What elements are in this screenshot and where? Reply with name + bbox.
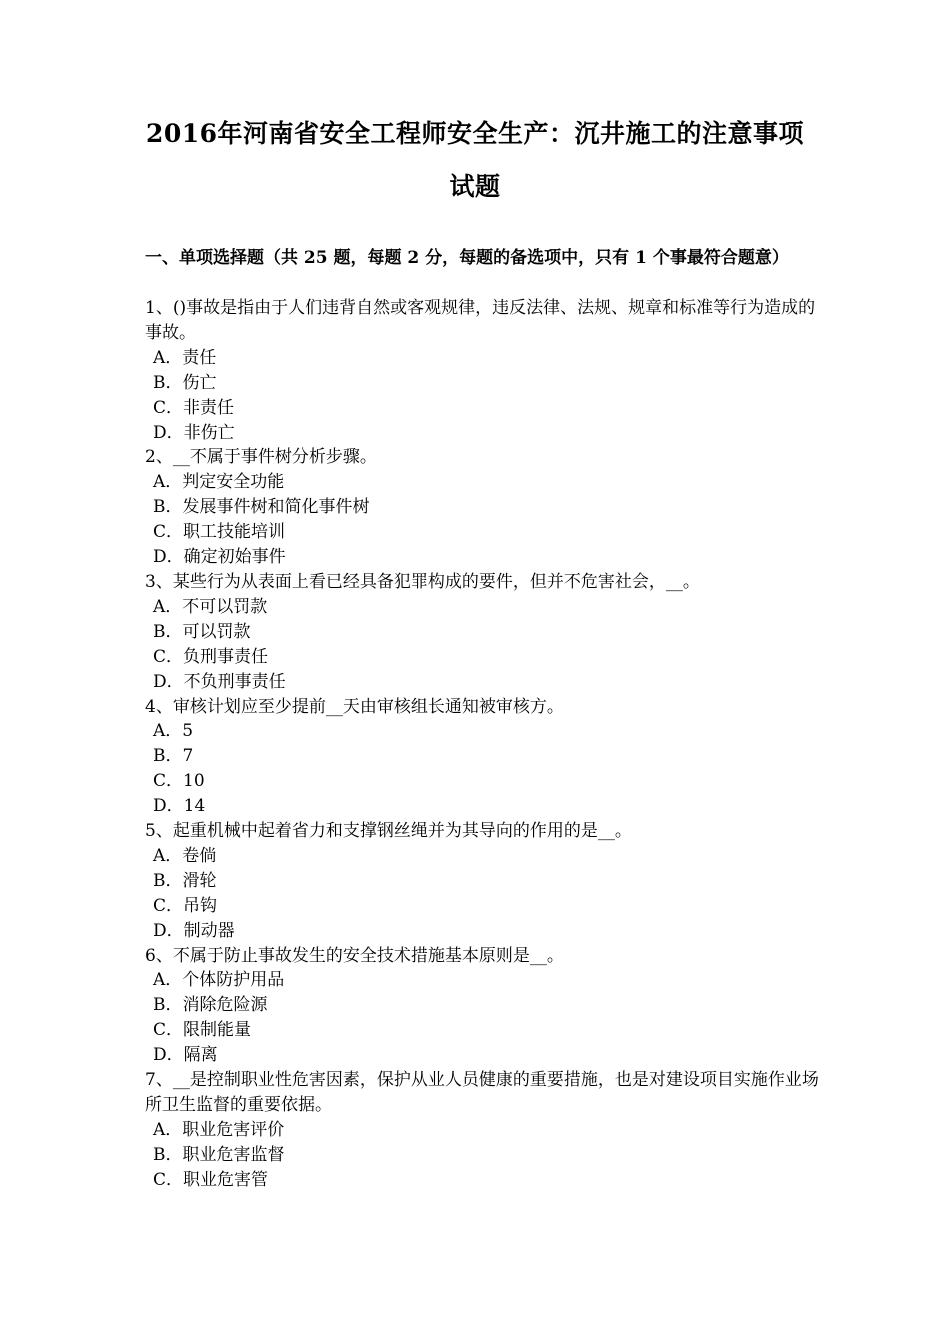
option-a: A．职业危害评价 xyxy=(153,1119,285,1140)
option-a: A．判定安全功能 xyxy=(153,472,285,493)
option-c: C．吊钩 xyxy=(153,895,218,916)
question-text: 2、__不属于事件树分析步骤。 xyxy=(145,447,377,468)
question-6 xyxy=(145,944,825,1069)
option-c: C．职业危害管 xyxy=(153,1169,269,1190)
option-b: B．可以罚款 xyxy=(153,621,251,642)
option-c: C．限制能量 xyxy=(153,1020,252,1041)
option-d: D．不负刑事责任 xyxy=(153,671,286,692)
question-7 xyxy=(145,1068,825,1193)
question-4 xyxy=(145,695,825,820)
question-3 xyxy=(145,570,825,695)
option-b: B．职业危害监督 xyxy=(153,1144,285,1165)
question-text: 1、()事故是指由于人们违背自然或客观规律，违反法律、法规、规章和标准等行为造成的事故。 xyxy=(145,298,816,343)
option-a: A．卷倘 xyxy=(153,845,217,866)
question-text: 5、起重机械中起着省力和支撑钢丝绳并为其导向的作用的是__。 xyxy=(145,821,632,842)
option-c: C．负刑事责任 xyxy=(153,646,269,667)
option-d: D．确定初始事件 xyxy=(153,547,286,568)
question-text: 7、__是控制职业性危害因素，保护从业人员健康的重要措施，也是对建设项目实施作业场所卫生监督的重要依据。 xyxy=(145,1070,819,1115)
option-d: D．非伤亡 xyxy=(153,422,235,443)
option-c: C．非责任 xyxy=(153,397,235,418)
option-c: C．10 xyxy=(153,771,205,792)
option-b: B．发展事件树和简化事件树 xyxy=(153,497,370,518)
option-b: B．7 xyxy=(153,746,194,767)
option-c: C．职工技能培训 xyxy=(153,522,286,543)
option-b: B．滑轮 xyxy=(153,870,217,891)
option-a: A．个体防护用品 xyxy=(153,970,285,991)
section-heading: 一、单项选择题（共 25 题，每题 2 分，每题的备选项中，只有 1 个事最符合题意） xyxy=(145,248,789,268)
option-d: D．隔离 xyxy=(153,1045,218,1066)
question-text: 3、某些行为从表面上看已经具备犯罪构成的要件，但并不危害社会，__。 xyxy=(145,571,700,592)
option-a: A．5 xyxy=(153,721,194,742)
question-1 xyxy=(145,296,825,445)
option-d: D．14 xyxy=(153,796,206,817)
question-text: 6、不属于防止事故发生的安全技术措施基本原则是__。 xyxy=(145,945,564,966)
document-title-line-2: 试题 xyxy=(449,172,501,201)
option-b: B．消除危险源 xyxy=(153,995,268,1016)
option-a: A．不可以罚款 xyxy=(153,596,268,617)
option-d: D．制动器 xyxy=(153,920,235,941)
document-title-line-1: 2016年河南省安全工程师安全生产：沉井施工的注意事项 xyxy=(145,119,805,148)
option-a: A．责任 xyxy=(153,347,217,368)
question-text: 4、审核计划应至少提前__天由审核组长通知被审核方。 xyxy=(145,696,564,717)
question-list xyxy=(145,296,825,1193)
question-2 xyxy=(145,445,825,570)
option-b: B．伤亡 xyxy=(153,372,217,393)
question-5 xyxy=(145,819,825,944)
